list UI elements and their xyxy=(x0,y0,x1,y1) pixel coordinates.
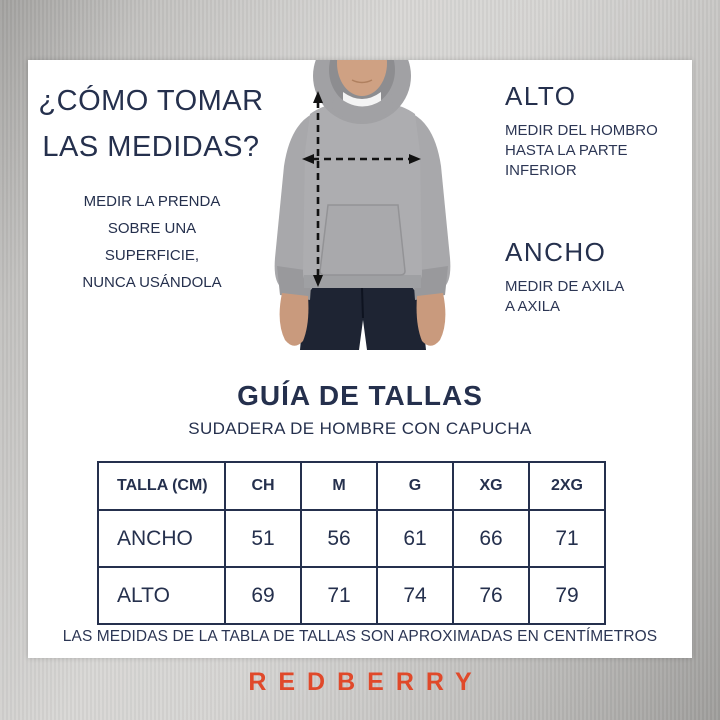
alto-label: ALTO xyxy=(505,81,577,111)
page-title-line2: LAS MEDIDAS? xyxy=(42,131,260,163)
size-table-header-cell: XG xyxy=(453,462,529,510)
size-value: 79 xyxy=(529,567,605,624)
kangaroo-pocket xyxy=(320,205,405,275)
alto-measurement-info xyxy=(505,81,658,181)
size-guide-title: GUÍA DE TALLAS xyxy=(237,380,483,411)
size-table xyxy=(97,461,606,625)
measuring-note-line: SUPERFICIE, xyxy=(104,247,200,264)
size-table-row-alto xyxy=(98,567,605,624)
size-table-header-cell: TALLA (CM) xyxy=(98,462,225,510)
size-guide-card xyxy=(28,60,692,658)
size-value: 61 xyxy=(377,510,453,567)
measuring-note xyxy=(52,188,252,296)
size-value: 71 xyxy=(301,567,377,624)
size-value: 56 xyxy=(301,510,377,567)
size-value: 66 xyxy=(453,510,529,567)
left-hand xyxy=(280,293,309,346)
ancho-measurement-info xyxy=(505,237,624,317)
size-table-header-cell: 2XG xyxy=(529,462,605,510)
size-table-header-cell: G xyxy=(377,462,453,510)
size-table-header-cell: M xyxy=(301,462,377,510)
size-table-row-ancho xyxy=(98,510,605,567)
brand-logo: REDBERRY xyxy=(248,668,484,696)
page-title xyxy=(38,78,264,170)
measuring-note-line: MEDIR LA PRENDA xyxy=(83,193,221,210)
size-table-footnote: LAS MEDIDAS DE LA TABLA DE TALLAS SON APROXIMADAS EN CENTÍMETROS xyxy=(62,628,658,645)
hoodie-model-illustration xyxy=(240,60,485,350)
ancho-label: ANCHO xyxy=(505,237,607,267)
measuring-note-line: NUNCA USÁNDOLA xyxy=(82,274,222,291)
alto-description: MEDIR DEL HOMBRO HASTA LA PARTE INFERIOR xyxy=(505,122,658,179)
page-title-line1: ¿CÓMO TOMAR xyxy=(38,85,264,117)
size-value: 71 xyxy=(529,510,605,567)
size-guide-subtitle: SUDADERA DE HOMBRE CON CAPUCHA xyxy=(188,419,532,438)
row-label: ANCHO xyxy=(98,510,225,567)
size-table-header-row xyxy=(98,462,605,510)
size-table-header-cell: CH xyxy=(225,462,301,510)
size-value: 51 xyxy=(225,510,301,567)
size-value: 74 xyxy=(377,567,453,624)
right-hand xyxy=(417,293,446,346)
size-value: 76 xyxy=(453,567,529,624)
hoodie-model-photo xyxy=(240,60,485,350)
measuring-note-line: SOBRE UNA xyxy=(107,220,197,237)
ancho-description: MEDIR DE AXILA A AXILA xyxy=(505,278,625,315)
row-label: ALTO xyxy=(98,567,225,624)
size-value: 69 xyxy=(225,567,301,624)
